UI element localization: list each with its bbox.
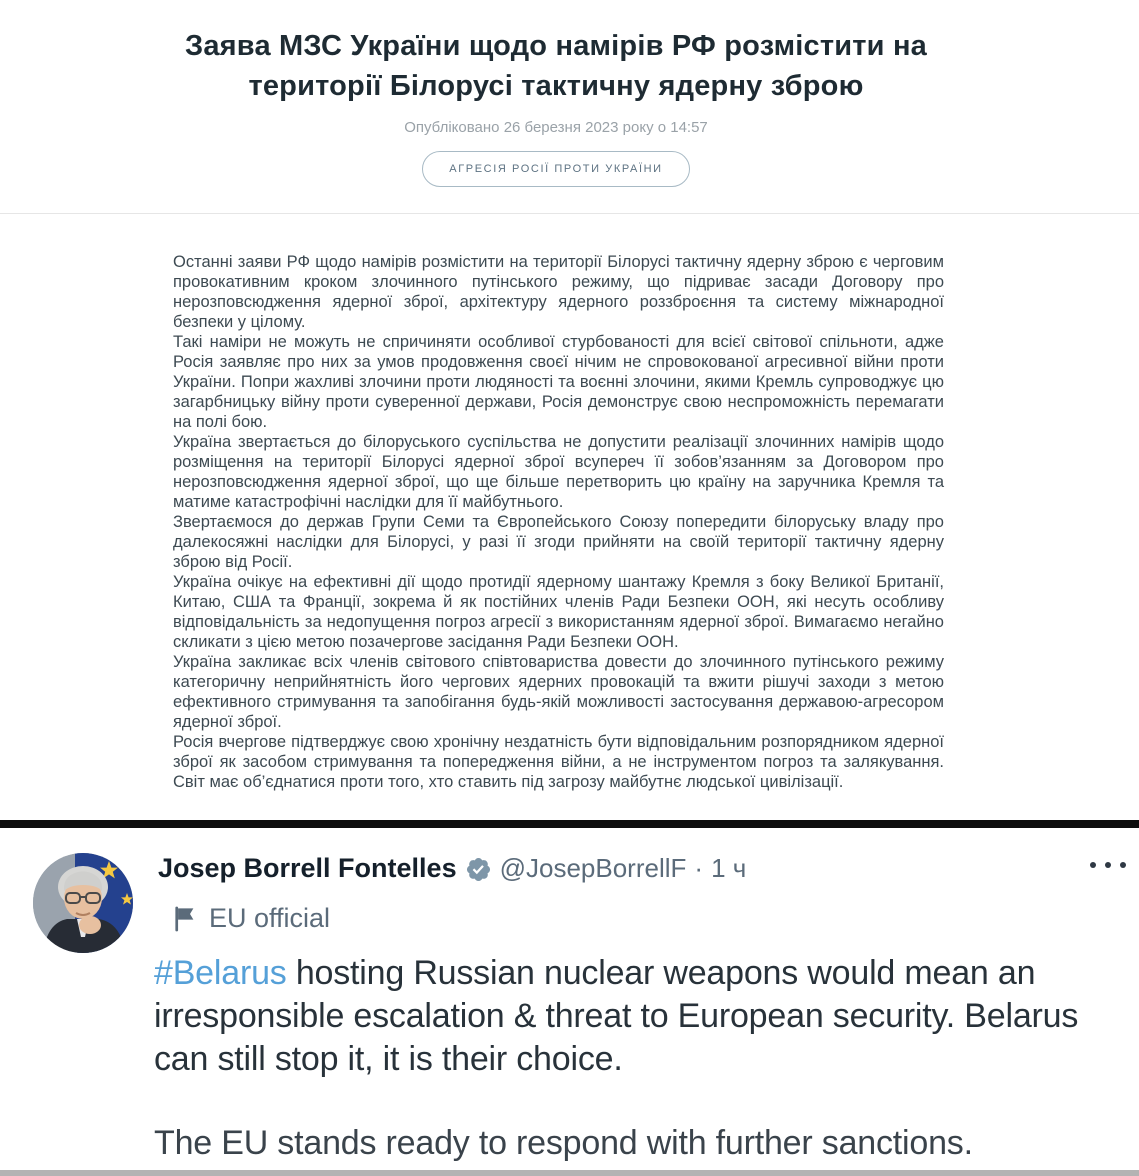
more-horizontal-icon [1090,862,1096,868]
tweet-text-paragraph2: The EU stands ready to respond with further sanctions. [154,1124,973,1162]
tweet-text-body: hosting Russian nuclear weapons would mean an irresponsible escalation & threat to European security. Belarus can still stop it, it is their choice. [154,954,1079,1078]
article-body [173,252,944,792]
tag-container [131,151,981,187]
hashtag-belarus-link[interactable]: #Belarus [154,954,287,992]
profile-photo-icon [33,853,133,953]
tag-aggression-link[interactable]: АГРЕСІЯ РОСІЇ ПРОТИ УКРАЇНИ [422,151,689,187]
article-paragraph: Україна закликає всіх членів світового співтовариства довести до злочинного путінського режиму категоричну неприйнятність його чергових ядерних провокацій та вжити рішучі заходи з метою ефективного стримування та запобігання будь-якій можливості застосування державою-агресором ядерної зброї. [173,653,944,731]
more-horizontal-icon [1105,862,1111,868]
more-menu-button[interactable] [1086,858,1130,872]
tweet-separator: · [694,853,704,883]
bottom-edge-strip [0,1170,1139,1176]
published-date: Опубліковано 26 березня 2023 року о 14:57 [404,119,708,136]
page-title: Заява МЗС України щодо намірів РФ розмістити на території Білорусі тактичну ядерну зброю [184,30,928,102]
tweet-text [154,952,1119,1081]
verified-badge-icon [465,856,492,883]
article-paragraph: Такі наміри не можуть не спричиняти особливої стурбованості для всієї світової спільноти, адже Росія заявляє про них за умов продовження своєї нічим не спровокованої агресивної війни проти України. Попри жахливі злочини проти людяності та воєнні злочини, якими Кремль супроводжує цю загарбницьку війну проти суверенної держави, Росія демонструє свою неспроможність перемагати на полі бою. [173,333,944,431]
tweet-timestamp[interactable]: 1 ч [711,853,747,883]
article-paragraph: Україна очікує на ефективні дії щодо протидії ядерному шантажу Кремля з боку Великої Британії, Китаю, США та Франції, зокрема й як постійних членів Ради Безпеки ООН, які несуть особливу відповідальність за недопущення погроз агресії з використанням ядерної зброї. Вимагаємо негайно скликати з цією метою позачергове засідання Ради Безпеки ООН. [173,573,944,651]
article-paragraph: Україна звертається до білоруського суспільства не допустити реалізації злочинних намірів щодо розміщення на території Білорусі ядерної зброї всупереч її зобов’язанням за Договором про нерозповсюдження ядерної зброї, що ще більше перетворить цю країну на заручника Кремля та матиме катастрофічні наслідки для її майбутнього. [173,433,944,511]
account-label: EU official [209,903,331,933]
section-divider-bar [0,820,1139,828]
avatar[interactable] [33,853,133,953]
article-paragraph: Росія вчергове підтверджує свою хронічну нездатність бути відповідальним розпорядником ядерної зброї як засобом стримування та попередження війни, а не інструментом погроз та залякування. Світ має об’єднатися проти того, хто ставить під загрозу майбутнє людської цивілізації. [173,733,944,791]
article-paragraph: Звертаємося до держав Групи Семи та Європейського Союзу попередити білоруську владу про далекосяжні наслідки для Білорусі, у разі її згоди прийняти на своїй території тактичну ядерну зброю від Росії. [173,513,944,571]
header-divider [0,213,1139,214]
flag-icon [172,904,199,934]
tweet-handle[interactable]: @JosepBorrellF [499,853,687,883]
article-paragraph: Останні заяви РФ щодо намірів розмістити на території Білорусі тактичну ядерну зброю є черговим провокативним кроком злочинного путінського режиму, що підриває засади Договору про нерозповсюдження ядерної зброї, архітектуру ядерного роззброєння та систему міжнародної безпеки у цілому. [173,253,944,331]
account-label-row [172,903,330,934]
tweet-header [158,853,746,884]
tweet-display-name[interactable]: Josep Borrell Fontelles [158,853,457,883]
more-horizontal-icon [1120,862,1126,868]
